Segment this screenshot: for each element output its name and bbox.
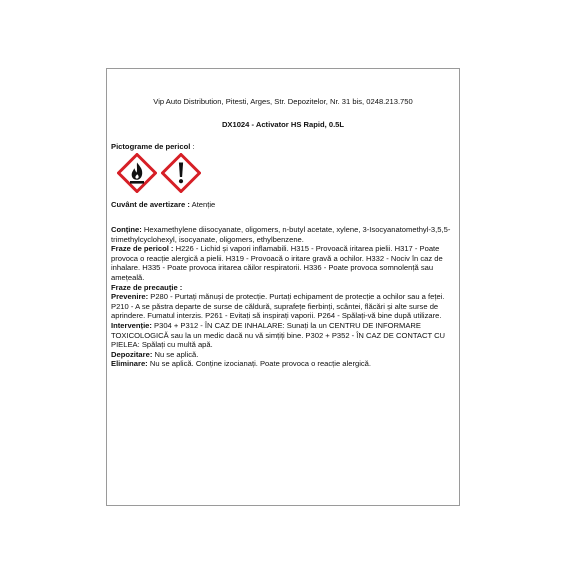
precaution-heading: Fraze de precauție : <box>111 282 183 292</box>
hazard-statements-paragraph <box>111 244 455 282</box>
storage-text: Nu se aplică. <box>152 349 199 359</box>
flame-pictogram-icon <box>117 153 157 193</box>
intervention-label: Intervenție: <box>111 320 152 330</box>
product-title: DX1024 - Activator HS Rapid, 0.5L <box>221 120 345 129</box>
intervention-paragraph <box>111 321 455 350</box>
contains-label: Conține: <box>111 225 142 234</box>
intervention-text: P304 + P312 - ÎN CAZ DE INHALARE: Sunați la un CENTRU DE INFORMARE TOXICOLOGICĂ sau la un medic dacă nu vă simțiți bine. P302 + P352 - ÎN CAZ DE CONTACT CU PIELEA: Spălați cu multă apă. <box>111 320 446 350</box>
disposal-label: Eliminare: <box>111 359 148 369</box>
prevention-paragraph <box>111 292 455 321</box>
prevention-text: P280 - Purtați mănuși de protecție. Purtați echipament de protecție a ochilor sau a feței. P210 - A se păstra departe de surse de căldură, suprafețe fierbinți, scântei, flăcări și alte surse de aprindere. Fumatul interzis. P261 - Evitați să inspirați vaporii. P264 - Spălați-vă bine după utilizare. <box>111 292 445 321</box>
hazard-statements-label: Fraze de pericol : <box>111 244 174 254</box>
contains-text: Hexamethylene diisocyanate, oligomers, n-butyl acetate, xylene, 3-Isocyanatomethyl-3,5,5-trimethylcyclohexyl, isocyanate, oligomers, ethylbenzene. <box>111 225 451 244</box>
pictograms-title-suffix: : <box>190 142 195 151</box>
storage-label: Depozitare: <box>111 349 153 359</box>
hazard-text-block <box>111 225 455 369</box>
disposal-text: Nu se aplică. Conține izocianați. Poate provoca o reacție alergică. <box>147 359 372 369</box>
signal-word-line <box>111 200 215 210</box>
storage-paragraph <box>111 350 455 360</box>
signal-word-label: Cuvânt de avertizare : <box>111 200 190 209</box>
signal-word-value: Atenție <box>191 200 216 209</box>
pictograms-title-text: Pictograme de pericol <box>111 142 191 151</box>
supplier-info: Vip Auto Distribution, Pitesti, Arges, Str. Depozitelor, Nr. 31 bis, 0248.213.750 <box>153 97 413 106</box>
exclamation-pictogram-icon <box>161 153 201 193</box>
product-label <box>106 68 460 506</box>
hazard-statements-text: H226 - Lichid și vapori inflamabili. H315 - Provoacă iritarea pielii. H317 - Poate provoca o reacție alergică a pielii. H319 - Provoacă o iritare gravă a ochilor. H332 - Nociv în caz de inhalare. H335 - Poate provoca iritarea căilor respiratorii. H336 - Poate provoca somnolență sau amețeală. <box>111 244 443 282</box>
prevention-label: Prevenire: <box>111 292 149 302</box>
disposal-paragraph <box>111 359 455 369</box>
contains-paragraph <box>111 225 455 244</box>
pictograms-title <box>111 142 195 152</box>
